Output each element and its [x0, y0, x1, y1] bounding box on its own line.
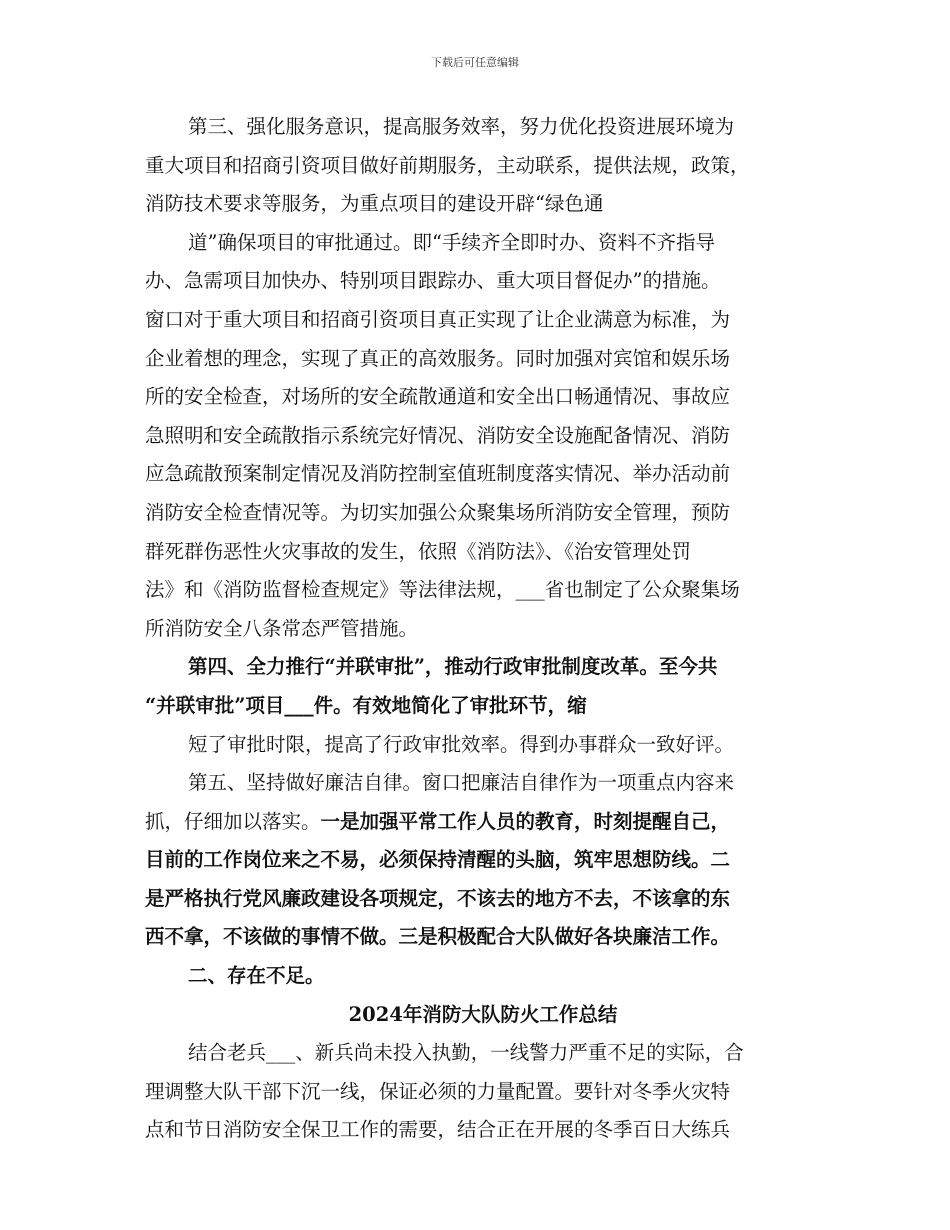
text-line [145, 803, 815, 842]
text-line: 第五、坚持做好廉洁自律。窗口把廉洁自律作为一项重点内容来 [188, 771, 735, 795]
text-line: 点和节日消防安全保卫工作的需要，结合正在开展的冬季百日大练兵 [145, 1118, 731, 1142]
text-line: 道”确保项目的审批通过。即“手续齐全即时办、资料不齐指导 [188, 230, 715, 254]
text-line: “并联审批”项目___件。有效地简化了审批环节，缩 [145, 693, 587, 717]
text-line: 重大项目和招商引资项目做好前期服务，主动联系，提供法规，政策， [145, 153, 750, 177]
text-line: 急照明和安全疏散指示系统完好情况、消防安全设施配备情况、消防 [145, 423, 731, 447]
text-line: 所的安全检查，对场所的安全疏散通道和安全出口畅通情况、事故应 [145, 385, 731, 409]
text-line: 法》和《消防监督检查规定》等法律法规，___省也制定了公众聚集场 [145, 578, 740, 602]
text-line: 短了审批时限，提高了行政审批效率。得到办事群众一致好评。 [188, 732, 735, 756]
text-line: 办、急需项目加快办、特别项目跟踪办、重大项目督促办”的措施。 [145, 269, 721, 293]
text-line: 消防技术要求等服务，为重点项目的建设开辟“绿色通 [145, 192, 604, 216]
text-line: 企业着想的理念，实现了真正的高效服务。同时加强对宾馆和娱乐场 [145, 346, 731, 370]
section-title: 2024年消防大队防火工作总结 [348, 1002, 618, 1026]
text-line: 第三、强化服务意识，提高服务效率，努力优化投资进展环境为 [188, 115, 735, 138]
text-line: 结合老兵___、新兵尚未投入执勤，一线警力严重不足的实际，合 [188, 1041, 744, 1065]
text-line: 二、存在不足。 [188, 964, 325, 988]
text-line: 是严格执行党风廉政建设各项规定，不该去的地方不去，不该拿的东 [145, 886, 731, 910]
text-line: 应急疏散预案制定情况及消防控制室值班制度落实情况、举办活动前 [145, 462, 731, 486]
text-line: 群死群伤恶性火灾事故的发生，依照《消防法》、《治安管理处罚 [145, 539, 692, 563]
text-line: 所消防安全八条常态严管措施。 [145, 616, 419, 640]
page-header: 下载后可任意编辑 [431, 56, 519, 69]
text-line: 理调整大队干部下沉一线，保证必须的力量配置。要针对冬季火灾特 [145, 1079, 731, 1103]
document-body [145, 108, 815, 1150]
text-line: 第四、全力推行“并联审批”，推动行政审批制度改革。至今共 [188, 655, 718, 679]
text-line: 目前的工作岗位来之不易，必须保持清醒的头脑，筑牢思想防线。二 [145, 848, 731, 872]
text-line: 西不拿，不该做的事情不做。三是积极配合大队做好各块廉洁工作。 [145, 925, 731, 949]
text-segment: 一是加强平常工作人员的教育，时刻提醒自己， [320, 809, 731, 833]
text-line: 消防安全检查情况等。为切实加强公众聚集场所消防安全管理，预防 [145, 500, 731, 524]
text-segment: 抓，仔细加以落实。 [145, 809, 321, 833]
text-line: 窗口对于重大项目和招商引资项目真正实现了让企业满意为标准，为 [145, 307, 731, 331]
